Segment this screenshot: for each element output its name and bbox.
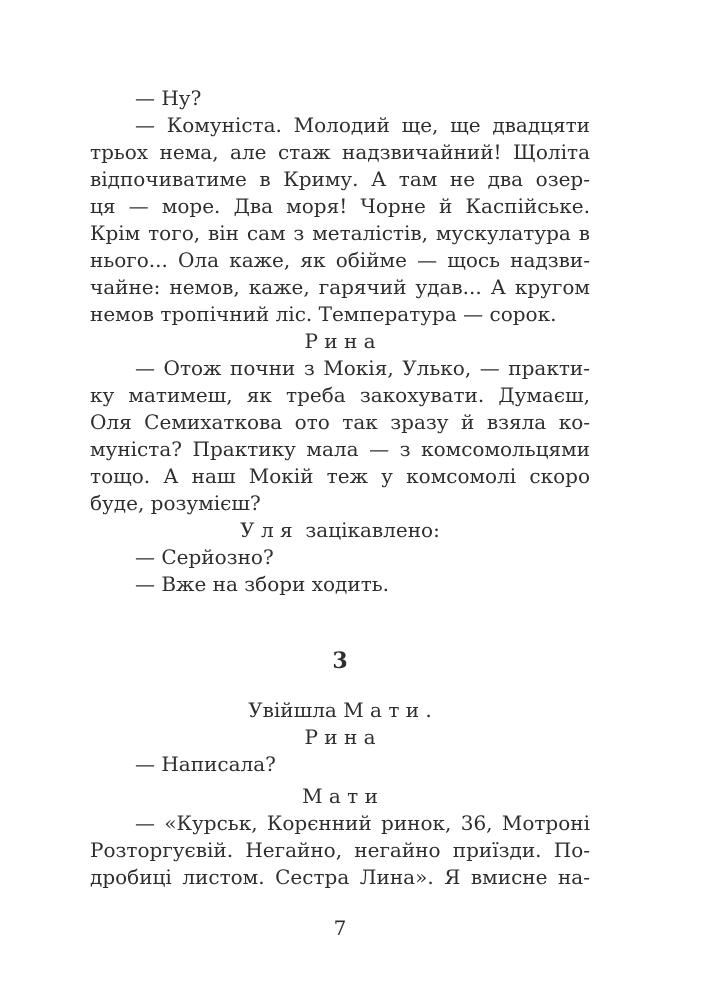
character-name-rina: Р и н а — [304, 725, 376, 749]
dialogue-line: тощо. А наш Мокій теж у комсомолі скоро — [90, 464, 590, 488]
dialogue-line: Розторгуєвій. Негайно, негайно приїзди. По- — [90, 838, 590, 862]
dialogue-line: відпочиватиме в Криму. А там не два озер- — [90, 167, 590, 191]
character-name-ulia: У л я зацікавлено: — [240, 518, 440, 542]
text-column — [90, 85, 590, 942]
dialogue-line: нього... Ола каже, як обійме — щось надзви- — [90, 248, 590, 272]
dialogue-line: ця — море. Два моря! Чорне й Каспійське. — [90, 194, 590, 218]
dialogue-line: — «Курськ, Корєнний ринок, 36, Мотроні — [135, 811, 590, 835]
dialogue-line: Оля Семихаткова ото так зразу й взяла ко- — [90, 410, 590, 434]
page-number: 7 — [333, 916, 347, 940]
dialogue-line: дробиці листом. Сестра Лина». Я вмисне на- — [90, 865, 590, 889]
character-name-rina: Р и н а — [304, 329, 376, 353]
dialogue-line: буде, розумієш? — [90, 491, 261, 515]
stage-direction: Увійшла М а т и . — [248, 698, 432, 722]
dialogue-line: — Написала? — [135, 752, 276, 776]
dialogue-line: — Комуніста. Молодий ще, ще двадцяти — [135, 113, 590, 137]
scene-number: 3 — [332, 648, 348, 674]
dialogue-line: ку матимеш, як треба закохувати. Думаєш, — [90, 383, 590, 407]
dialogue-line: — Вже на збори ходить. — [135, 572, 390, 596]
dialogue-line: — Серйозно? — [135, 545, 274, 569]
character-name-maty: М а т и — [302, 784, 378, 808]
dialogue-line: муніста? Практику мала — з комсомольцями — [90, 437, 590, 461]
dialogue-line: немов тропічний ліс. Температура — сорок. — [90, 302, 557, 326]
dialogue-line: — Ну? — [135, 86, 202, 110]
dialogue-line: трьох нема, але стаж надзвичайний! Щоліта — [90, 140, 590, 164]
dialogue-line: Крім того, він сам з металістів, мускулатура в — [90, 221, 590, 245]
dialogue-line: — Отож почни з Мокія, Улько, — практи- — [135, 356, 590, 380]
dialogue-line: чайне: немов, каже, гарячий удав... А кругом — [90, 275, 590, 299]
